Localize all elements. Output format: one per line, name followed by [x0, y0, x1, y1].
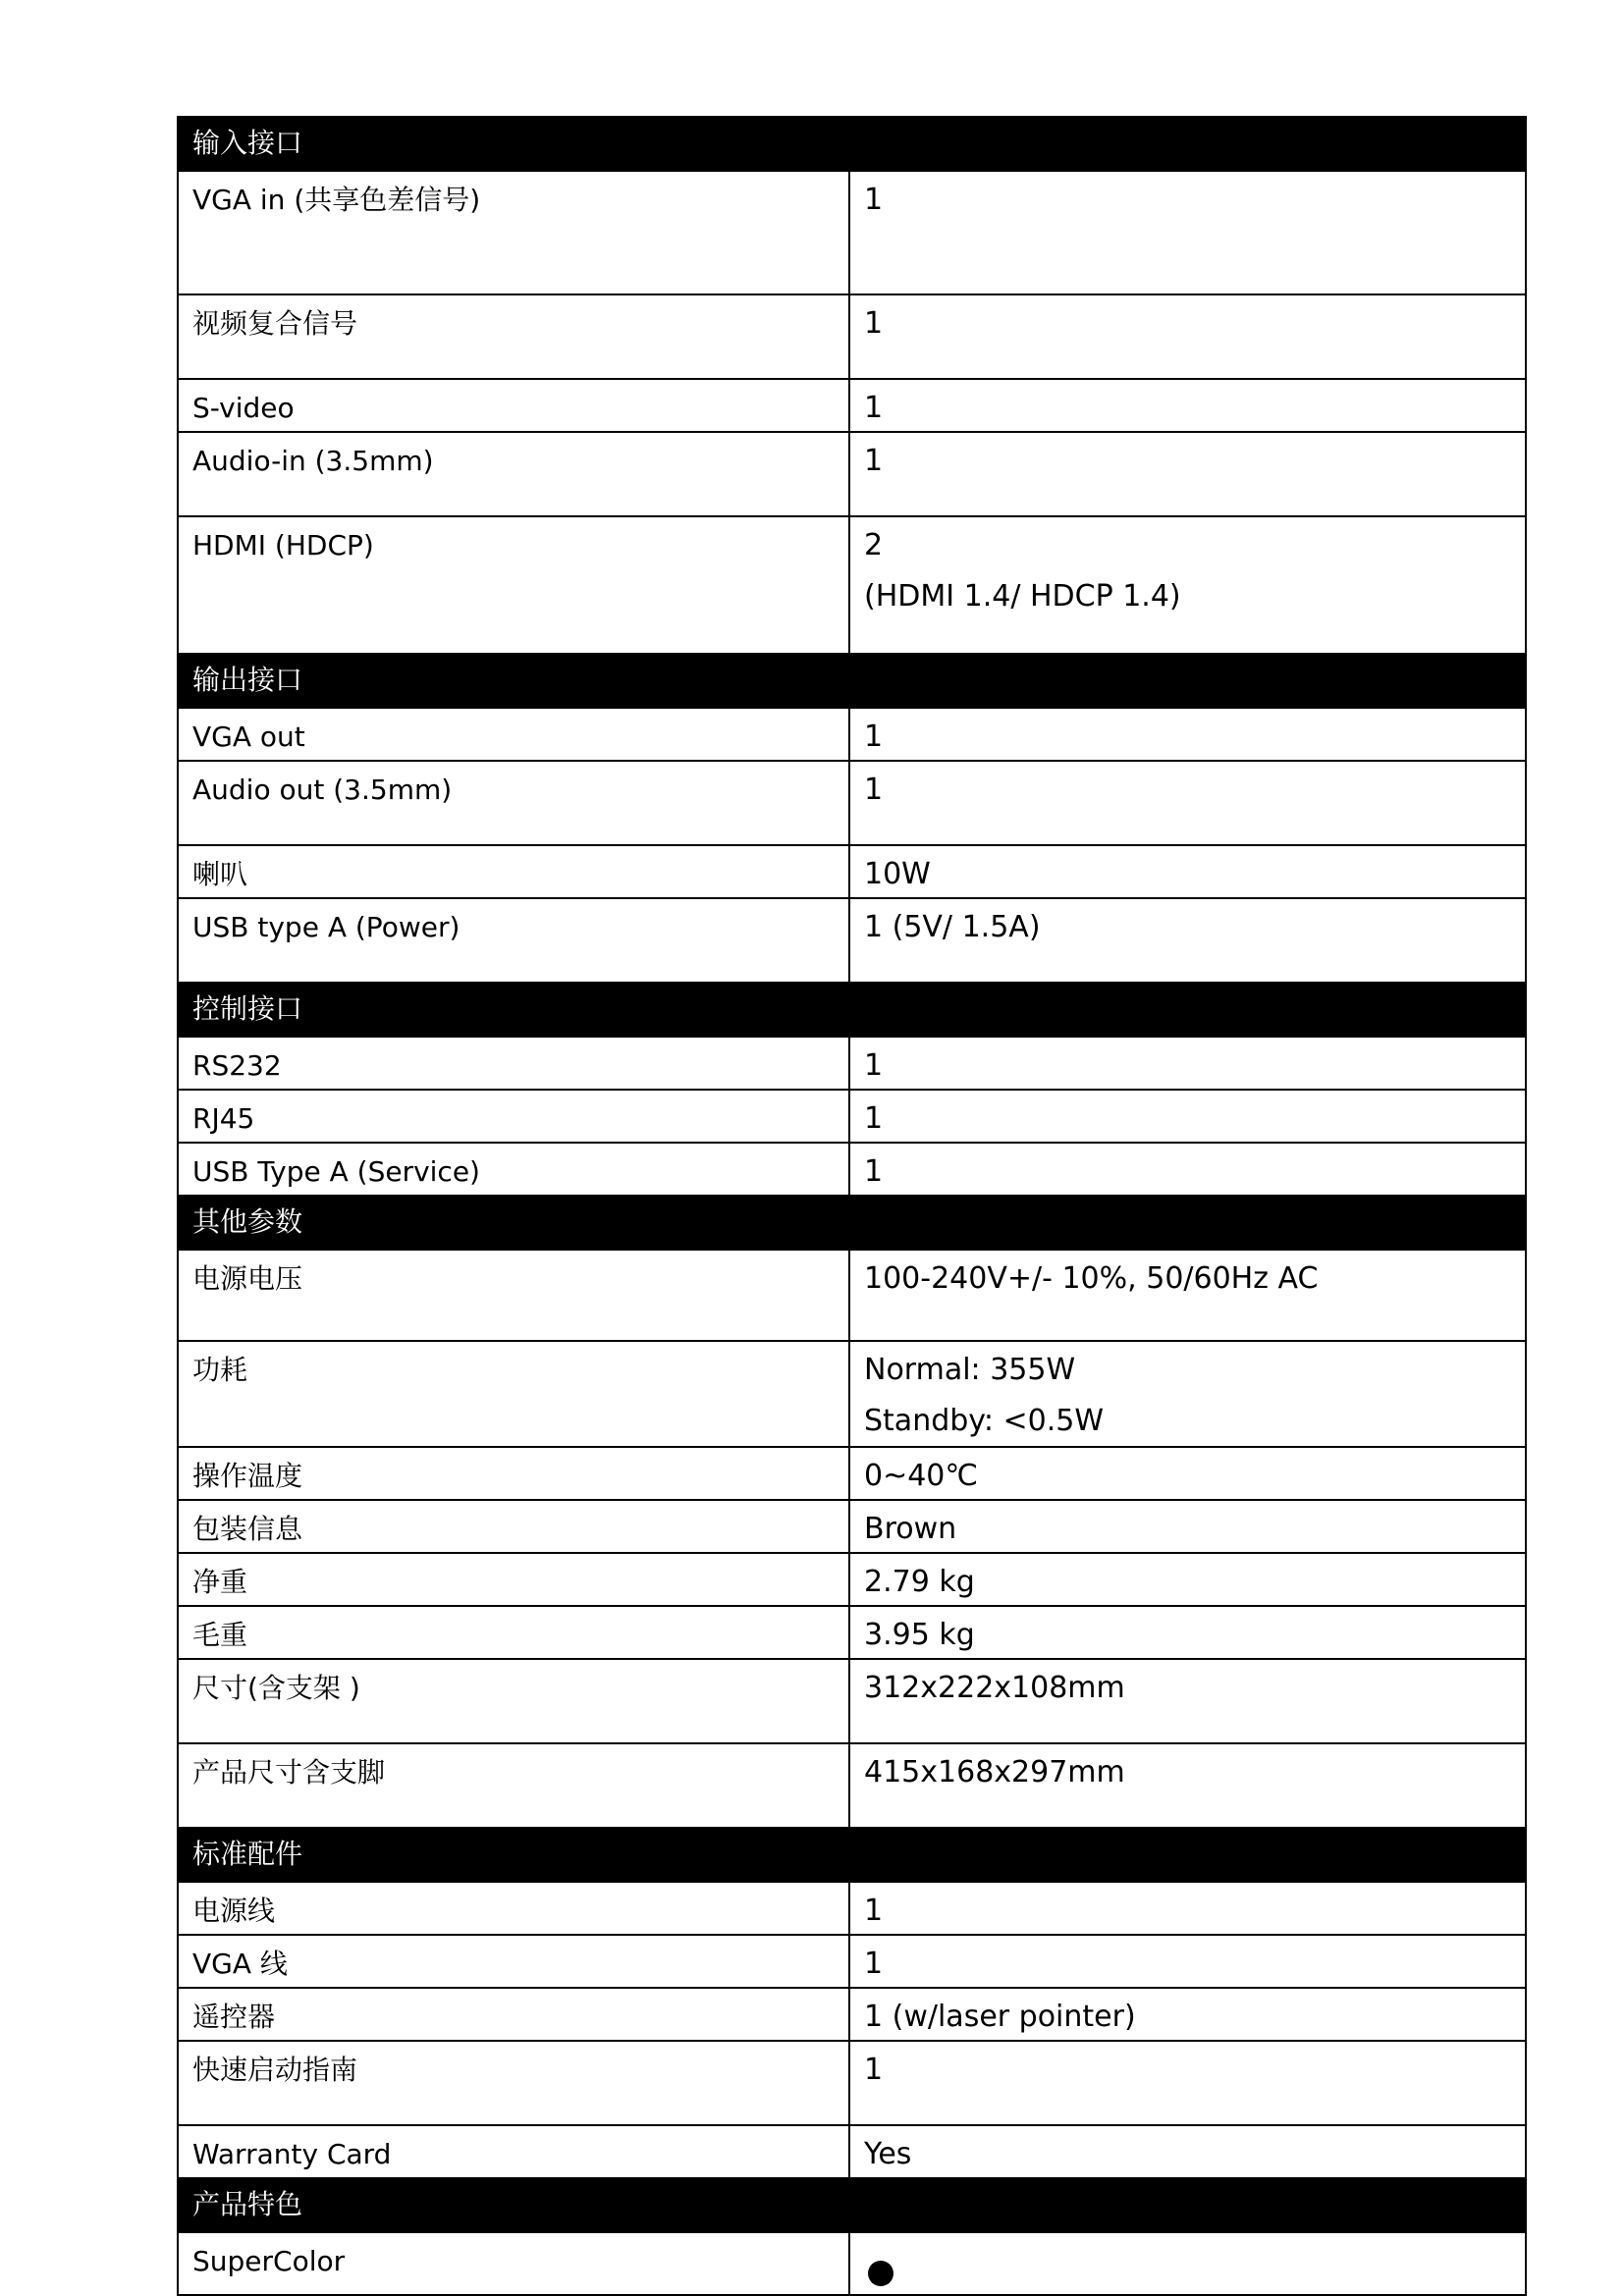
- spec-row: [178, 1143, 1526, 1196]
- spec-row: [178, 1659, 1526, 1743]
- spec-value: [849, 845, 1526, 898]
- spec-row: [178, 2232, 1526, 2295]
- spec-row: [178, 1882, 1526, 1935]
- spec-value-line: 1 (5V/ 1.5A): [864, 910, 1041, 944]
- spec-label: USB Type A (Service): [178, 1143, 849, 1196]
- spec-value-line: 2: [864, 528, 884, 562]
- spec-label: RJ45: [178, 1090, 849, 1143]
- spec-label: VGA 线: [178, 1935, 849, 1988]
- spec-value-line: 1: [864, 1048, 884, 1083]
- spec-row: [178, 1553, 1526, 1606]
- spec-row: [178, 708, 1526, 761]
- section-header: [178, 117, 1526, 171]
- section-title: 其他参数: [178, 1196, 1526, 1250]
- spec-value: [849, 708, 1526, 761]
- feature-supported-dot-icon: [868, 2261, 893, 2286]
- spec-label: 包装信息: [178, 1500, 849, 1553]
- spec-label: S-video: [178, 379, 849, 432]
- spec-row: [178, 1250, 1526, 1341]
- spec-value: [849, 1250, 1526, 1341]
- spec-value: [849, 432, 1526, 516]
- spec-value-line: 1: [864, 1894, 884, 1928]
- section-header: [178, 654, 1526, 708]
- spec-label: 毛重: [178, 1606, 849, 1659]
- spec-row: [178, 432, 1526, 516]
- spec-value: [849, 171, 1526, 294]
- spec-value-line: 1: [864, 720, 884, 754]
- spec-value: [849, 1341, 1526, 1447]
- spec-value-line: 2.79 kg: [864, 1565, 975, 1599]
- spec-value: [849, 1090, 1526, 1143]
- section-header: [178, 983, 1526, 1037]
- spec-row: [178, 1341, 1526, 1447]
- spec-value-line: 10W: [864, 857, 931, 891]
- spec-label: Warranty Card: [178, 2125, 849, 2178]
- spec-row: [178, 1743, 1526, 1828]
- spec-row: [178, 1037, 1526, 1090]
- spec-value: [849, 1500, 1526, 1553]
- spec-row: [178, 845, 1526, 898]
- spec-row: [178, 1988, 1526, 2041]
- spec-row: [178, 516, 1526, 654]
- spec-row: [178, 294, 1526, 379]
- spec-value-line: 1: [864, 2053, 884, 2087]
- spec-value-line: Yes: [864, 2137, 912, 2171]
- spec-label: 视频复合信号: [178, 294, 849, 379]
- spec-value-line: (HDMI 1.4/ HDCP 1.4): [864, 579, 1181, 614]
- spec-row: [178, 2041, 1526, 2125]
- spec-value: [849, 2232, 1526, 2295]
- spec-value: [849, 898, 1526, 983]
- spec-label: VGA out: [178, 708, 849, 761]
- spec-row: [178, 898, 1526, 983]
- spec-label: Audio-in (3.5mm): [178, 432, 849, 516]
- spec-value-line: 1: [864, 391, 884, 425]
- section-title: 控制接口: [178, 983, 1526, 1037]
- spec-row: [178, 1500, 1526, 1553]
- spec-label: 操作温度: [178, 1447, 849, 1500]
- spec-label: SuperColor: [178, 2232, 849, 2295]
- spec-value: [849, 761, 1526, 845]
- spec-value-line: 100-240V+/- 10%, 50/60Hz AC: [864, 1261, 1319, 1296]
- spec-label: 电源电压: [178, 1250, 849, 1341]
- spec-value-line: 3.95 kg: [864, 1618, 975, 1652]
- spec-label: 产品尺寸含支脚: [178, 1743, 849, 1828]
- spec-value: [849, 1606, 1526, 1659]
- spec-label: 遥控器: [178, 1988, 849, 2041]
- spec-value: [849, 1743, 1526, 1828]
- spec-value-line: 1: [864, 1154, 884, 1189]
- spec-label: Audio out (3.5mm): [178, 761, 849, 845]
- spec-value: [849, 1935, 1526, 1988]
- spec-label: 功耗: [178, 1341, 849, 1447]
- spec-value: [849, 516, 1526, 654]
- spec-row: [178, 379, 1526, 432]
- spec-value: [849, 1143, 1526, 1196]
- spec-label: 喇叭: [178, 845, 849, 898]
- spec-value-line: 1: [864, 1947, 884, 1981]
- spec-value-line: 1: [864, 444, 884, 478]
- spec-label: HDMI (HDCP): [178, 516, 849, 654]
- section-title: 输出接口: [178, 654, 1526, 708]
- spec-value: [849, 1659, 1526, 1743]
- spec-value-line: 1: [864, 773, 884, 807]
- spec-value-line: 312x222x108mm: [864, 1671, 1125, 1705]
- spec-label: 快速启动指南: [178, 2041, 849, 2125]
- spec-row: [178, 1447, 1526, 1500]
- spec-row: [178, 1090, 1526, 1143]
- spec-value-line: Normal: 355W: [864, 1353, 1076, 1387]
- spec-label: 电源线: [178, 1882, 849, 1935]
- spec-label: 净重: [178, 1553, 849, 1606]
- spec-value: [849, 294, 1526, 379]
- spec-value: [849, 1553, 1526, 1606]
- spec-value-line: 0~40℃: [864, 1459, 979, 1493]
- spec-value-line: Standby: <0.5W: [864, 1404, 1105, 1438]
- spec-value: [849, 379, 1526, 432]
- spec-value-line: 1: [864, 306, 884, 341]
- spec-value: [849, 2125, 1526, 2178]
- spec-value-line: 415x168x297mm: [864, 1755, 1125, 1789]
- spec-label: VGA in (共享色差信号): [178, 171, 849, 294]
- section-header: [178, 2178, 1526, 2232]
- spec-label: USB type A (Power): [178, 898, 849, 983]
- spec-row: [178, 1606, 1526, 1659]
- spec-row: [178, 761, 1526, 845]
- section-header: [178, 1828, 1526, 1882]
- spec-row: [178, 1935, 1526, 1988]
- spec-value: [849, 1882, 1526, 1935]
- spec-value: [849, 1988, 1526, 2041]
- spec-value: [849, 1037, 1526, 1090]
- spec-label: 尺寸(含支架 ): [178, 1659, 849, 1743]
- spec-table: [177, 116, 1527, 2296]
- spec-value-line: 1: [864, 183, 884, 217]
- spec-value-line: 1: [864, 1101, 884, 1136]
- spec-row: [178, 171, 1526, 294]
- spec-value-line: 1 (w/laser pointer): [864, 2000, 1136, 2034]
- section-title: 输入接口: [178, 117, 1526, 171]
- spec-value: [849, 1447, 1526, 1500]
- spec-label: RS232: [178, 1037, 849, 1090]
- spec-row: [178, 2125, 1526, 2178]
- spec-value: [849, 2041, 1526, 2125]
- spec-value-line: Brown: [864, 1512, 957, 1546]
- section-title: 标准配件: [178, 1828, 1526, 1882]
- section-header: [178, 1196, 1526, 1250]
- section-title: 产品特色: [178, 2178, 1526, 2232]
